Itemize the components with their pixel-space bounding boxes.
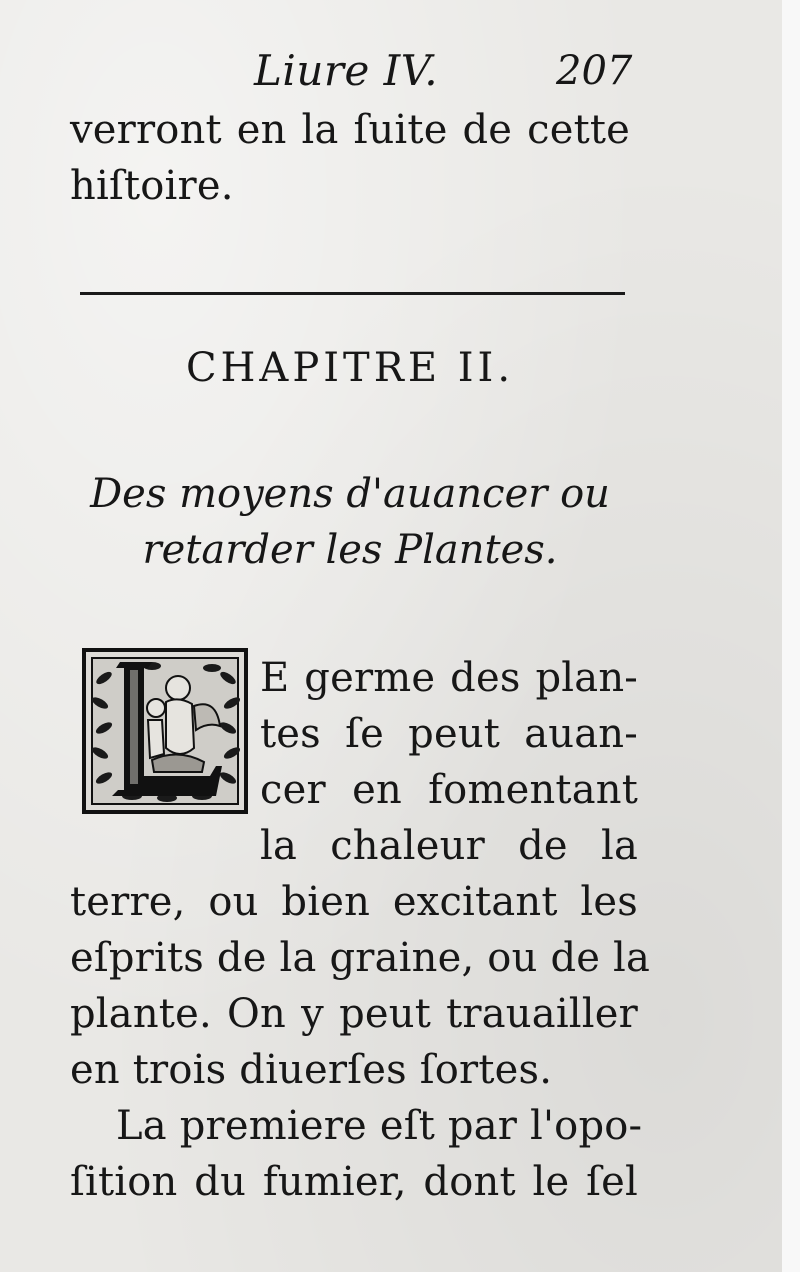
chapter-subtitle xyxy=(70,466,630,578)
text-line: La premiere eſt par l'opo- xyxy=(116,1103,643,1149)
woodcut-ornamental-initial-icon xyxy=(82,648,248,814)
running-head xyxy=(70,42,633,102)
continued-paragraph xyxy=(70,102,630,214)
text-line: E germe des plan- xyxy=(260,655,638,701)
running-head-title: Liure IV. xyxy=(254,46,439,95)
paragraph-body xyxy=(70,874,651,1210)
text-line: en trois diuerſes ſortes. xyxy=(70,1047,553,1093)
paragraph-beside-initial xyxy=(260,650,638,874)
text-line: ſition du fumier, dont le ſel xyxy=(70,1159,638,1205)
text-line: plante. On y peut trauailler xyxy=(70,991,638,1037)
text-line: cer en fomentant xyxy=(260,767,638,813)
page-number: 207 xyxy=(556,48,633,94)
text-line: verront en la ſuite de cette xyxy=(70,107,630,153)
text-line: tes ſe peut auan- xyxy=(260,711,638,757)
chapter-heading: CHAPITRE II. xyxy=(185,345,515,391)
text-line: la chaleur de la xyxy=(260,823,638,869)
section-divider-rule xyxy=(80,292,625,295)
drop-cap-initial xyxy=(82,648,248,814)
scan-margin xyxy=(782,0,800,1272)
subtitle-line: retarder les Plantes. xyxy=(142,527,558,573)
subtitle-line: Des moyens d'auancer ou xyxy=(90,471,610,517)
text-line: hiſtoire. xyxy=(70,163,234,209)
text-line: terre, ou bien excitant les xyxy=(70,879,638,925)
text-line: eſprits de la graine, ou de la xyxy=(70,935,651,981)
